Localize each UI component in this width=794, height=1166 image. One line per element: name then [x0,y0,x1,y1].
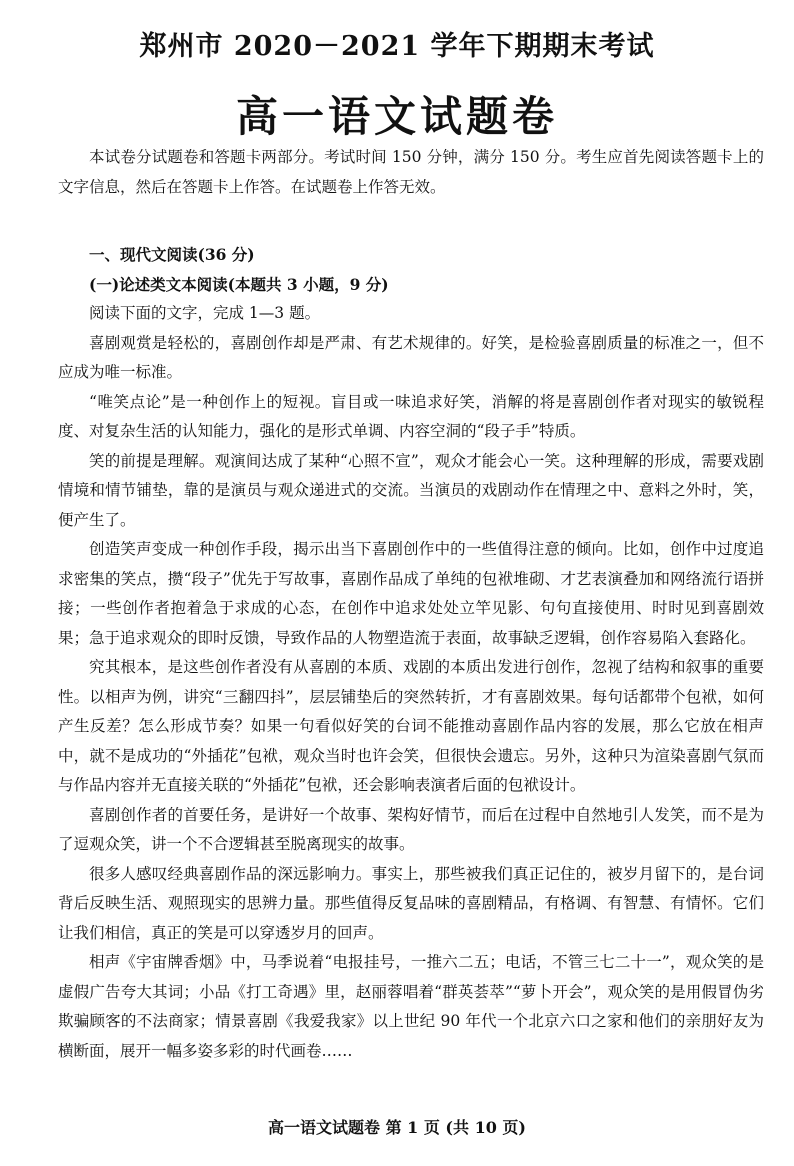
intro-paragraph: 本试卷分试题卷和答题卡两部分。考试时间 150 分钟，满分 150 分。考生应首先阅读答题卡上的文字信息，然后在答题卡上作答。在试题卷上作答无效。 [58,148,764,196]
section-heading: 一、现代文阅读(36 分) [89,245,255,264]
passage-paragraph: 很多人感叹经典喜剧作品的深远影响力。事实上，那些被我们真正记住的，被岁月留下的，是台词背后反映生活、观照现实的思辨力量。那些值得反复品味的喜剧精品，有格调、有智慧、有情怀。它们让我们相信，真正的笑是可以穿透岁月的回声。 [58,864,764,942]
exam-name: 郑州市 2020－2021 学年下期期末考试 [139,31,655,62]
section-subheading: (一)论述类文本阅读(本题共 3 小题，9 分) [89,274,389,294]
passage-paragraph: 创造笑声变成一种创作手段，揭示出当下喜剧创作中的一些值得注意的倾向。比如，创作中过度追求密集的笑点，攒“段子”优先于写故事，喜剧作品成了单纯的包袱堆砌、才艺表演叠加和网络流行语拼接；一些创作者抱着急于求成的心态，在创作中追求处处立竿见影、句句直接使用、时时见到喜剧效果；急于追求观众的即时反馈，导致作品的人物塑造流于表面，故事缺乏逻辑，创作容易陷入套路化。 [58,540,764,647]
paper-title: 高一语文试题卷 [235,92,558,141]
page-footer: 高一语文试题卷 第 1 页 (共 10 页) [268,1118,526,1137]
passage-paragraph: 喜剧观赏是轻松的，喜剧创作却是严肃、有艺术规律的。好笑，是检验喜剧质量的标准之一，但不应成为唯一标准。 [58,333,764,381]
passage-paragraph: 究其根本，是这些创作者没有从喜剧的本质、戏剧的本质出发进行创作，忽视了结构和叙事的重要性。以相声为例，讲究“三翻四抖”，层层铺垫后的突然转折，才有喜剧效果。每句话都带个包袱，如何产生反差？怎么形成节奏？如果一句看似好笑的台词不能推动喜剧作品内容的发展，那么它放在相声中，就不是成功的“外插花”包袱，观众当时也许会笑，但很快会遗忘。另外，这种只为渲染喜剧气氛而与作品内容并无直接关联的“外插花”包袱，还会影响表演者后面的包袱设计。 [58,658,764,794]
exam-instructions [58,143,764,202]
passage-paragraph: 相声《宇宙牌香烟》中，马季说着“电报挂号，一推六二五；电话，不管三七二十一”，观众笑的是虚假广告夸大其词；小品《打工奇遇》里，赵丽蓉唱着“群英荟萃”“萝卜开会”，观众笑的是用假冒伪劣欺骗顾客的不法商家；情景喜剧《我爱我家》以上世纪 90 年代一个北京六口之家和他们的亲朋好友为横断面，展开一幅多姿多彩的时代画卷…… [58,953,764,1060]
passage-paragraph: 笑的前提是理解。观演间达成了某种“心照不宣”，观众才能会心一笑。这种理解的形成，需要戏剧情境和情节铺垫，靠的是演员与观众递进式的交流。当演员的戏剧动作在情理之中、意料之外时，笑，便产生了。 [58,451,764,529]
passage-paragraph: 喜剧创作者的首要任务，是讲好一个故事、架构好情节，而后在过程中自然地引人发笑，而不是为了逗观众笑，讲一个不合逻辑甚至脱离现实的故事。 [58,805,764,853]
section-instruction: 阅读下面的文字，完成 1—3 题。 [89,304,321,322]
reading-section [58,240,764,1066]
passage-paragraph: “唯笑点论”是一种创作上的短视。盲目或一味追求好笑，消解的将是喜剧创作者对现实的敏锐程度、对复杂生活的认知能力，强化的是形式单调、内容空洞的“段子手”特质。 [58,392,764,440]
